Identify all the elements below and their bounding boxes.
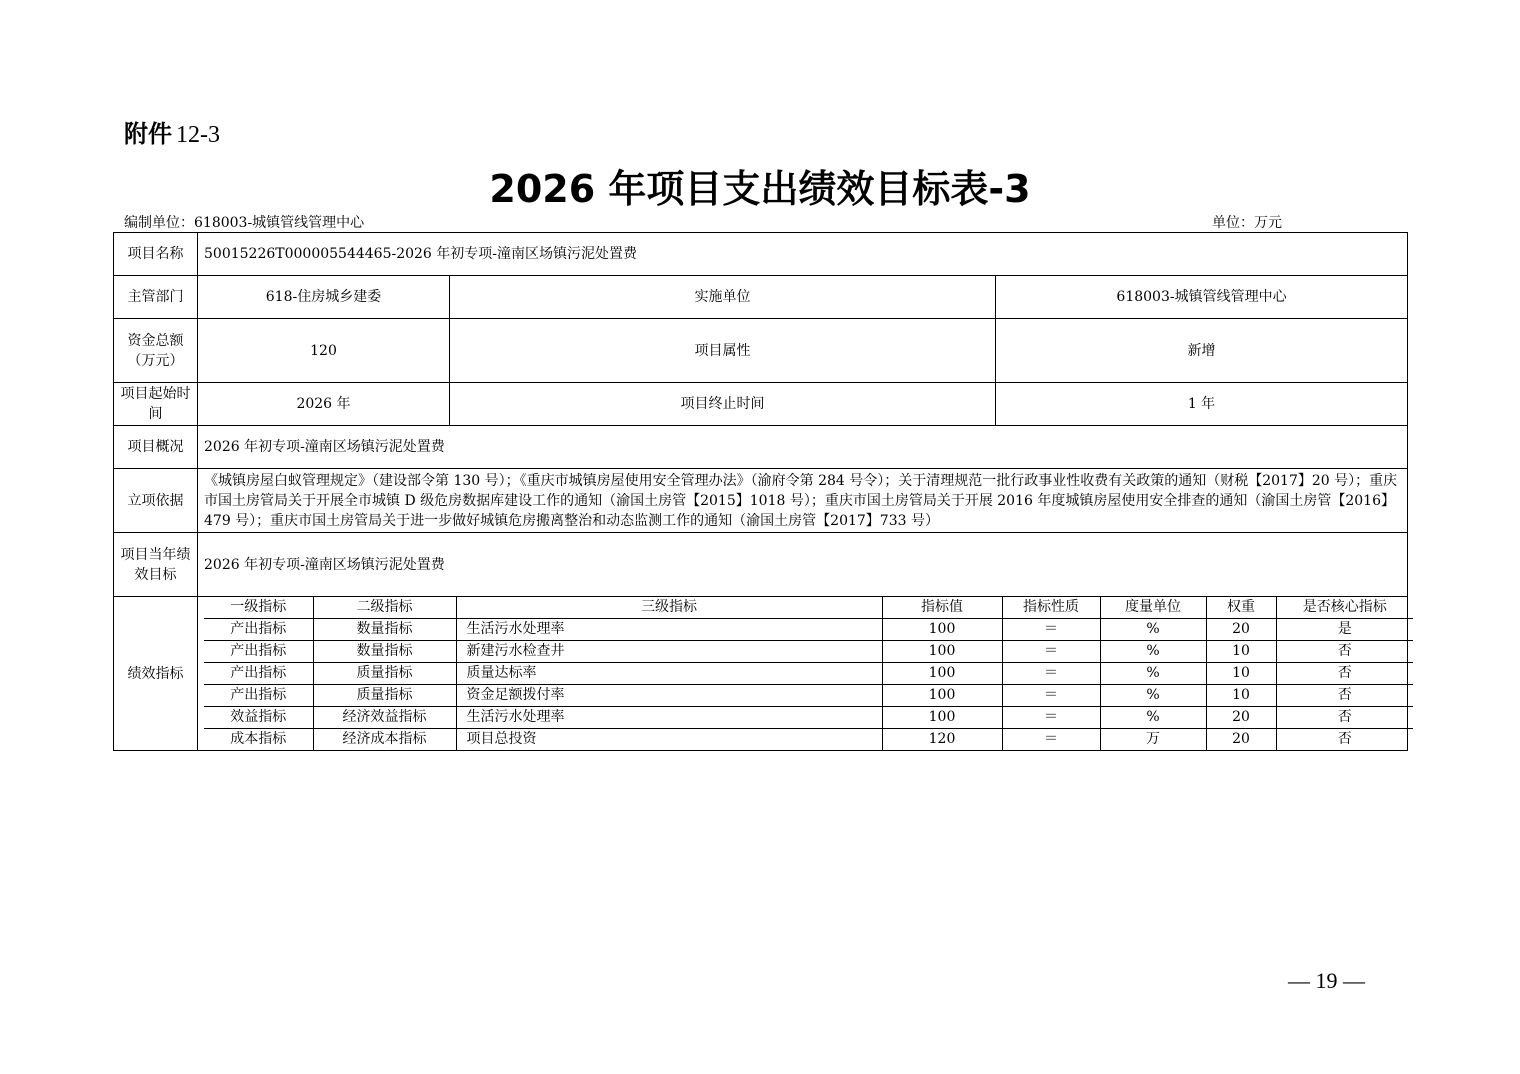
level3-cell: 生活污水处理率	[456, 707, 882, 729]
level1-cell: 产出指标	[204, 641, 313, 663]
basis-value: 《城镇房屋白蚁管理规定》（建设部令第 130 号）；《重庆市城镇房屋使用安全管理办法》（渝府令第 284 号令）；关于清理规范一批行政事业性收费有关政策的通知（财税【2017】20 号）；重庆市国土房管局关于开展全市城镇 D 级危房数据库建设工作的通知（渝国土房管【2015】1018 号）；重庆市国土房管局关于开展 2016 年度城镇房屋使用安全排查的通知（渝国土房管【2016】479 号）；重庆市国土房管局关于进一步做好城镇危房搬离整治和动态监测工作的通知（渝国土房管【2017】733 号）	[198, 469, 1408, 533]
core-cell: 否	[1276, 663, 1413, 685]
nature-cell: ＝	[1002, 685, 1100, 707]
unit-cell: %	[1100, 685, 1206, 707]
level2-cell: 经济成本指标	[313, 729, 456, 751]
currency-unit: 单位：万元	[1212, 215, 1282, 231]
performance-label: 绩效指标	[114, 597, 198, 751]
indicator-row	[204, 619, 1413, 641]
unit-cell: %	[1100, 663, 1206, 685]
level3-cell: 质量达标率	[456, 663, 882, 685]
indicator-row	[204, 641, 1413, 663]
row-basis	[114, 469, 1408, 533]
nature-cell: ＝	[1002, 707, 1100, 729]
impl-unit-label: 实施单位	[450, 276, 996, 319]
level3-cell: 资金足额拨付率	[456, 685, 882, 707]
level3-cell: 生活污水处理率	[456, 619, 882, 641]
impl-unit-value: 618003-城镇管线管理中心	[996, 276, 1408, 319]
level3-cell: 项目总投资	[456, 729, 882, 751]
level1-cell: 产出指标	[204, 663, 313, 685]
header-level1: 一级指标	[204, 597, 313, 619]
indicator-row	[204, 729, 1413, 751]
goal-label: 项目当年绩效目标	[114, 533, 198, 597]
overview-value: 2026 年初专项-潼南区场镇污泥处置费	[198, 426, 1408, 469]
end-value: 1 年	[996, 383, 1408, 426]
header-core: 是否核心指标	[1276, 597, 1413, 619]
level2-cell: 质量指标	[313, 663, 456, 685]
goal-value: 2026 年初专项-潼南区场镇污泥处置费	[198, 533, 1408, 597]
indicator-row	[204, 663, 1413, 685]
level2-cell: 数量指标	[313, 619, 456, 641]
dept-value: 618-住房城乡建委	[198, 276, 450, 319]
core-cell: 否	[1276, 707, 1413, 729]
level3-cell: 新建污水检查井	[456, 641, 882, 663]
page-title: 2026 年项目支出绩效目标表-3	[489, 167, 1031, 211]
weight-cell: 10	[1206, 641, 1276, 663]
row-performance	[114, 597, 1408, 751]
funds-label: 资金总额（万元）	[114, 319, 198, 383]
page-number: — 19 —	[1288, 968, 1365, 993]
value-cell: 100	[882, 685, 1002, 707]
core-cell: 否	[1276, 729, 1413, 751]
nature-cell: ＝	[1002, 619, 1100, 641]
overview-label: 项目概况	[114, 426, 198, 469]
header-nature: 指标性质	[1002, 597, 1100, 619]
funds-value: 120	[198, 319, 450, 383]
attachment-number: 12-3	[176, 122, 220, 148]
value-cell: 100	[882, 707, 1002, 729]
header-level3: 三级指标	[456, 597, 882, 619]
core-cell: 是	[1276, 619, 1413, 641]
weight-cell: 20	[1206, 619, 1276, 641]
nature-cell: ＝	[1002, 641, 1100, 663]
row-department	[114, 276, 1408, 319]
performance-indicator-table	[204, 597, 1413, 750]
attachment-prefix: 附件	[124, 120, 172, 148]
row-goal	[114, 533, 1408, 597]
indicator-row	[204, 685, 1413, 707]
weight-cell: 20	[1206, 729, 1276, 751]
level2-cell: 经济效益指标	[313, 707, 456, 729]
project-name-value: 50015226T000005544465-2026 年初专项-潼南区场镇污泥处置费	[198, 233, 1408, 276]
nature-cell: ＝	[1002, 663, 1100, 685]
unit-cell: %	[1100, 707, 1206, 729]
performance-target-table	[113, 232, 1408, 751]
unit-cell: %	[1100, 619, 1206, 641]
core-cell: 否	[1276, 685, 1413, 707]
row-funds	[114, 319, 1408, 383]
unit-cell: %	[1100, 641, 1206, 663]
start-value: 2026 年	[198, 383, 450, 426]
header-level2: 二级指标	[313, 597, 456, 619]
attribute-value: 新增	[996, 319, 1408, 383]
indicator-header-row	[204, 597, 1413, 619]
value-cell: 100	[882, 641, 1002, 663]
row-start-time	[114, 383, 1408, 426]
level1-cell: 产出指标	[204, 685, 313, 707]
level1-cell: 效益指标	[204, 707, 313, 729]
nature-cell: ＝	[1002, 729, 1100, 751]
dept-label: 主管部门	[114, 276, 198, 319]
level1-cell: 产出指标	[204, 619, 313, 641]
attribute-label: 项目属性	[450, 319, 996, 383]
value-cell: 100	[882, 619, 1002, 641]
header-unit: 度量单位	[1100, 597, 1206, 619]
weight-cell: 10	[1206, 685, 1276, 707]
start-label: 项目起始时间	[114, 383, 198, 426]
row-overview	[114, 426, 1408, 469]
performance-cell	[198, 597, 1408, 751]
row-project-name	[114, 233, 1408, 276]
header-value: 指标值	[882, 597, 1002, 619]
core-cell: 否	[1276, 641, 1413, 663]
value-cell: 120	[882, 729, 1002, 751]
weight-cell: 20	[1206, 707, 1276, 729]
header-weight: 权重	[1206, 597, 1276, 619]
level2-cell: 质量指标	[313, 685, 456, 707]
attachment-label	[124, 114, 220, 149]
end-label: 项目终止时间	[450, 383, 996, 426]
unit-cell: 万	[1100, 729, 1206, 751]
project-name-label: 项目名称	[114, 233, 198, 276]
weight-cell: 10	[1206, 663, 1276, 685]
level1-cell: 成本指标	[204, 729, 313, 751]
basis-label: 立项依据	[114, 469, 198, 533]
level2-cell: 数量指标	[313, 641, 456, 663]
indicator-row	[204, 707, 1413, 729]
value-cell: 100	[882, 663, 1002, 685]
compiler-unit: 编制单位：618003-城镇管线管理中心	[124, 215, 365, 231]
